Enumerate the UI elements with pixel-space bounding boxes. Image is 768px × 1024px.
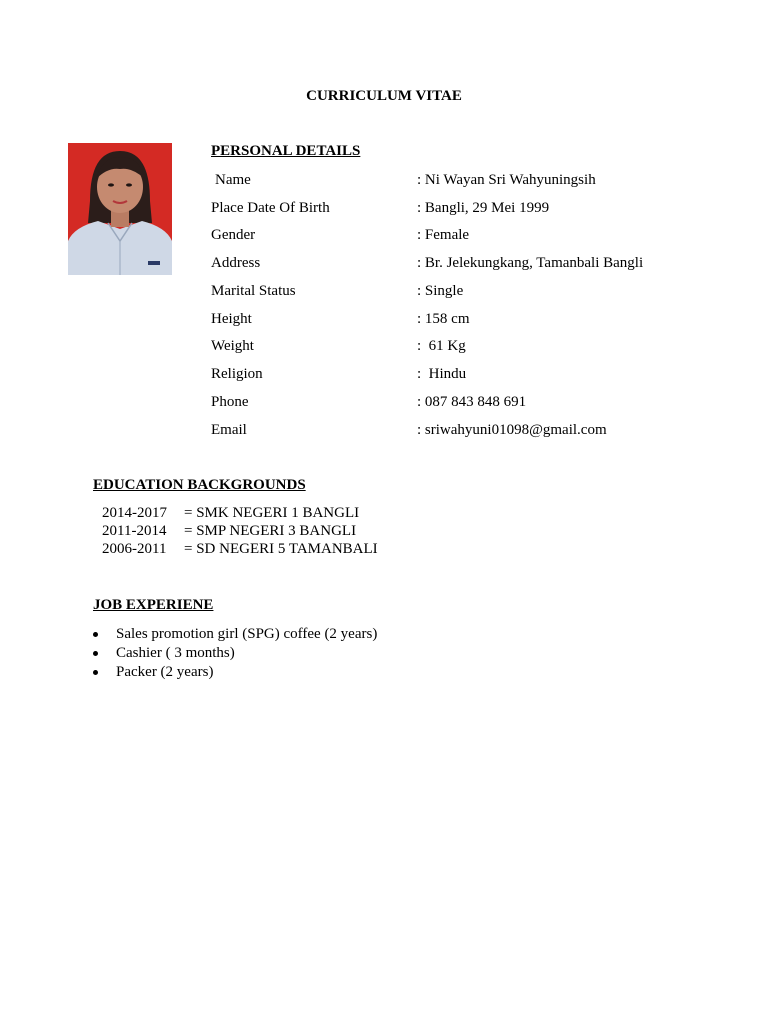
details-label: Name <box>215 172 251 188</box>
details-row-religion <box>211 364 711 384</box>
details-value: : 158 cm <box>417 311 470 327</box>
details-value: : sriwahyuni01098@gmail.com <box>417 422 607 438</box>
education-years: 2011-2014 <box>102 523 167 539</box>
details-label: Address <box>211 255 261 271</box>
details-label: Gender <box>211 227 256 243</box>
details-row-marital-status <box>211 281 711 301</box>
details-label: Religion <box>211 366 263 382</box>
details-value: : Female <box>417 227 470 243</box>
details-value: : Single <box>417 283 464 299</box>
details-row-address <box>211 253 711 273</box>
profile-photo <box>68 143 172 275</box>
education-school: = SD NEGERI 5 TAMANBALI <box>184 541 378 557</box>
details-row-email <box>211 420 711 440</box>
personal-details-heading: PERSONAL DETAILS <box>211 143 361 159</box>
education-heading: EDUCATION BACKGROUNDS <box>93 477 306 493</box>
details-row-name <box>211 170 711 190</box>
details-value: : Bangli, 29 Mei 1999 <box>417 200 550 216</box>
job-item-text: Packer (2 years) <box>116 664 214 680</box>
details-label: Email <box>211 422 247 438</box>
details-label: Phone <box>211 394 249 410</box>
details-label: Weight <box>211 338 254 354</box>
details-value: : Hindu <box>417 366 467 382</box>
details-value: : Ni Wayan Sri Wahyuningsih <box>417 172 596 188</box>
job-item-text: Cashier ( 3 months) <box>116 645 235 661</box>
job-item-text: Sales promotion girl (SPG) coffee (2 years) <box>116 626 378 642</box>
details-row-birth <box>211 198 711 218</box>
education-years: 2006-2011 <box>102 541 167 557</box>
details-row-gender <box>211 225 711 245</box>
details-label: Place Date Of Birth <box>211 200 330 216</box>
education-school: = SMP NEGERI 3 BANGLI <box>184 523 357 539</box>
details-label: Marital Status <box>211 283 296 299</box>
details-value: : 087 843 848 691 <box>417 394 527 410</box>
education-school: = SMK NEGERI 1 BANGLI <box>184 505 360 521</box>
details-row-weight <box>211 336 711 356</box>
details-value: : Br. Jelekungkang, Tamanbali Bangli <box>417 255 644 271</box>
document-title: CURRICULUM VITAE <box>306 88 462 104</box>
details-value: : 61 Kg <box>417 338 466 354</box>
details-row-height <box>211 309 711 329</box>
education-years: 2014-2017 <box>102 505 167 521</box>
details-row-phone <box>211 392 711 412</box>
job-experience-heading: JOB EXPERIENE <box>93 597 214 613</box>
details-label: Height <box>211 311 252 327</box>
